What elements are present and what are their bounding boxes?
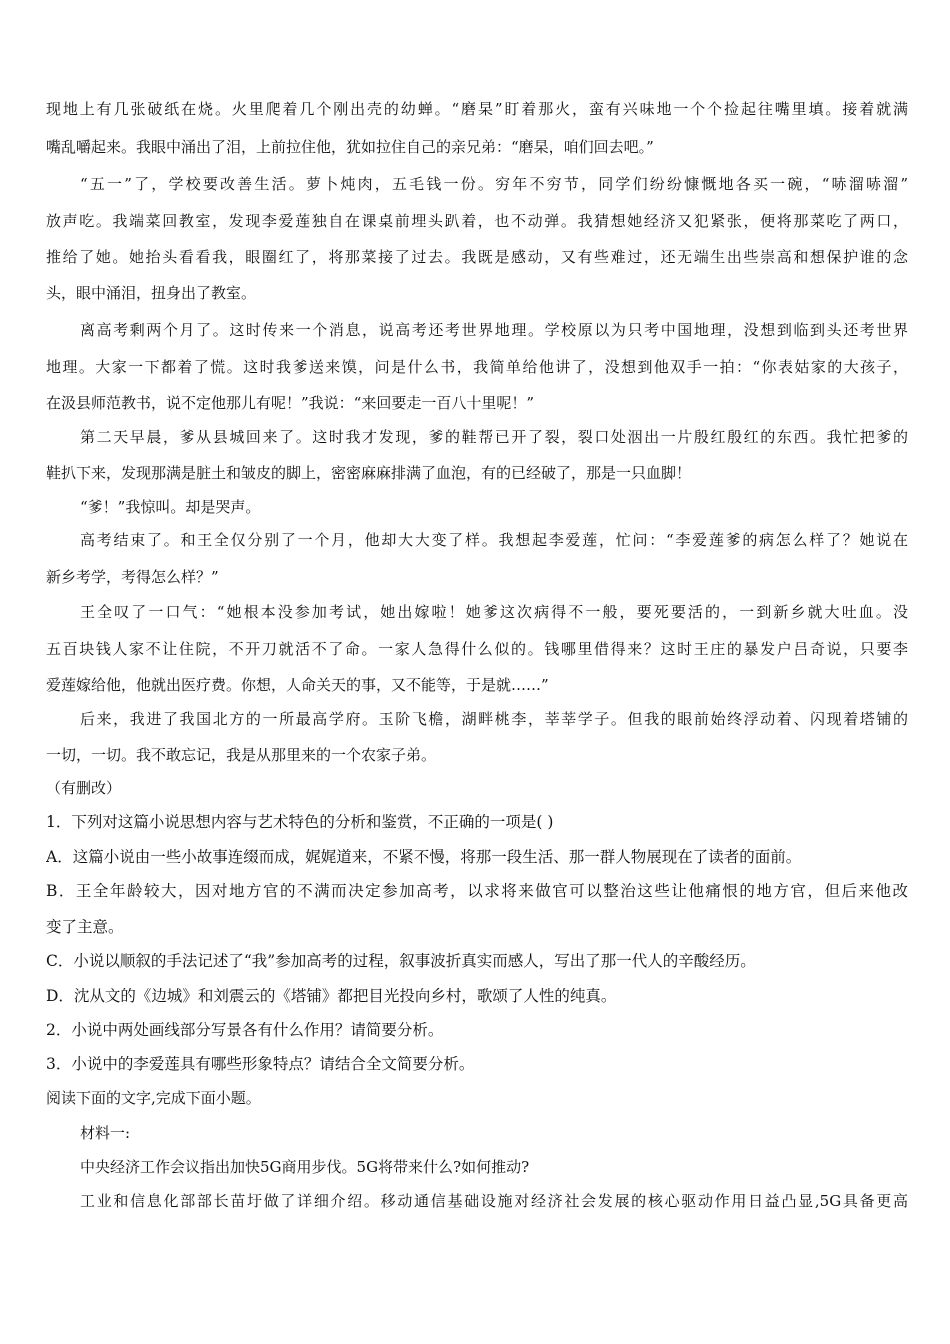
question-1-option-b-line-2: 变了主意。 [46, 918, 124, 936]
question-3: 3．小说中的李爱莲具有哪些形象特点？请结合全文简要分析。 [46, 1055, 475, 1073]
story-p3-line-2: 地理。大家一下都着了慌。这时我爹送来馍，问是什么书，我简单给他讲了，没想到他双手一拍：“你表姑家的大孩子， [46, 358, 908, 376]
question-1-option-c: C．小说以顺叙的手法记述了“我”参加高考的过程，叙事波折真实而感人，写出了那一代人的辛酸经历。 [46, 952, 756, 970]
story-p2-line-4: 头，眼中涌泪，扭身出了教室。 [46, 284, 257, 302]
story-p8-line-2: 一切，一切。我不敢忘记，我是从那里来的一个农家子弟。 [46, 746, 437, 764]
story-p7-line-3: 爱莲嫁给他，他就出医疗费。你想，人命关天的事，又不能等，于是就……” [46, 676, 549, 694]
question-1: 1．下列对这篇小说思想内容与艺术特色的分析和鉴赏，不正确的一项是( ) [46, 813, 554, 831]
story-p3-line-1: 离高考剩两个月了。这时传来一个消息，说高考还考世界地理。学校原以为只考中国地理，没想到临到头还考世界 [80, 321, 908, 339]
story-p7-line-1: 王全叹了一口气：“她根本没参加考试，她出嫁啦！她爹这次病得不一般，要死要活的，一到新乡就大吐血。没 [80, 603, 908, 621]
story-p4-line-2: 鞋扒下来，发现那满是脏土和皱皮的脚上，密密麻麻排满了血泡，有的已经破了，那是一只血脚！ [46, 464, 692, 482]
story-p4-line-1: 第二天早晨，爹从县城回来了。这时我才发现，爹的鞋帮已开了裂，裂口处洇出一片殷红殷红的东西。我忙把爹的 [80, 428, 908, 446]
story-p2-line-2: 放声吃。我端菜回教室，发现李爱莲独自在课桌前埋头趴着，也不动弹。我猜想她经济又犯紧张，便将那菜吃了两口， [46, 212, 908, 230]
story-p1-line-2: 嘴乱嚼起来。我眼中涌出了泪，上前拉住他，犹如拉住自己的亲兄弟：“磨杲，咱们回去吧。” [46, 138, 654, 156]
question-1-option-d: D．沈从文的《边城》和刘震云的《塔铺》都把目光投向乡村，歌颂了人性的纯真。 [46, 987, 617, 1005]
question-1-option-b-line-1: B．王全年龄较大，因对地方官的不满而决定参加高考，以求将来做官可以整治这些让他痛恨的地方官，但后来他改 [46, 882, 908, 900]
story-p3-line-3: 在汲县师范教书，说不定他那儿有呢！”我说：“来回要走一百八十里呢！” [46, 394, 535, 412]
story-p7-line-2: 五百块钱人家不让住院，不开刀就活不了命。一家人急得什么似的。钱哪里借得来？这时王庄的暴发户吕奇说，只要李 [46, 640, 908, 658]
question-1-option-a: A．这篇小说由一些小故事连缀而成，娓娓道来，不紧不慢，将那一段生活、那一群人物展现在了读者的面前。 [46, 848, 802, 866]
material-line-2: 工业和信息化部部长苗圩做了详细介绍。移动通信基础设施对经济社会发展的核心驱动作用日益凸显,5G具备更高 [80, 1192, 908, 1210]
reading-intro: 阅读下面的文字,完成下面小题。 [46, 1089, 261, 1107]
story-p6-line-1: 高考结束了。和王全仅分别了一个月，他却大大变了样。我想起李爱莲，忙问：“李爱莲爹的病怎么样了？她说在 [80, 531, 908, 549]
question-2: 2．小说中两处画线部分写景各有什么作用？请简要分析。 [46, 1021, 444, 1039]
story-p5-line-1: “爹！”我惊叫。却是哭声。 [80, 498, 261, 516]
material-line-1: 中央经济工作会议指出加快5G商用步伐。5G将带来什么?如何推动? [80, 1158, 530, 1176]
story-p2-line-3: 推给了她。她抬头看看我，眼圈红了，将那菜接了过去。我既是感动，又有些难过，还无端生出些崇高和想保护谁的念 [46, 248, 908, 266]
story-p1-line-1: 现地上有几张破纸在烧。火里爬着几个刚出壳的幼蝉。“磨杲”盯着那火，蛮有兴味地一个个捡起往嘴里填。接着就满 [46, 100, 908, 118]
story-p8-line-1: 后来，我进了我国北方的一所最高学府。玉阶飞檐，湖畔桃李，莘莘学子。但我的眼前始终浮动着、闪现着塔铺的 [80, 710, 908, 728]
story-p2-line-1: “五一”了，学校要改善生活。萝卜炖肉，五毛钱一份。穷年不穷节，同学们纷纷慷慨地各买一碗，“哧溜哧溜” [80, 175, 908, 193]
source-note: （有删改） [46, 779, 122, 797]
story-p6-line-2: 新乡考学，考得怎么样？” [46, 568, 219, 586]
material-label: 材料一: [80, 1124, 131, 1142]
